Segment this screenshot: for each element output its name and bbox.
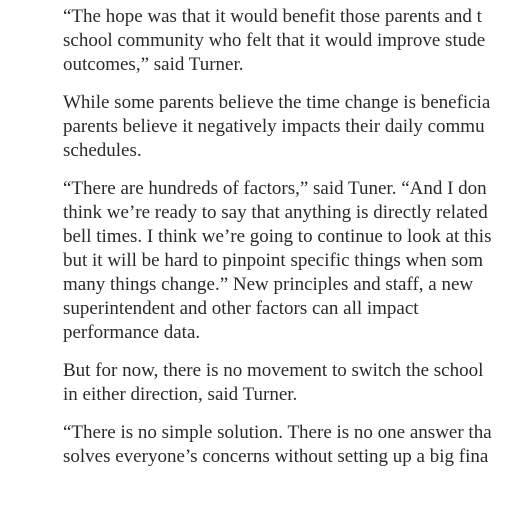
paragraph-2	[63, 91, 512, 163]
paragraph-line: schedules.	[63, 140, 142, 161]
paragraph-line: “There are hundreds of factors,” said Tuner. “And I don	[63, 178, 487, 199]
paragraph-line: “There is no simple solution. There is no one answer tha	[63, 422, 492, 443]
paragraph-line: think we’re ready to say that anything is directly related	[63, 202, 488, 223]
paragraph-line: many things change.” New principles and staff, a new	[63, 274, 474, 295]
paragraph-line: While some parents believe the time change is beneficia	[63, 92, 491, 113]
paragraph-line: performance data.	[63, 322, 201, 343]
paragraph-line: but it will be hard to pinpoint specific things when som	[63, 250, 484, 271]
paragraph-line: superintendent and other factors can all impact	[63, 298, 419, 319]
paragraph-3	[63, 177, 512, 345]
paragraph-5	[63, 421, 512, 469]
paragraph-line: “The hope was that it would benefit those parents and t	[63, 6, 482, 27]
article-body	[63, 0, 512, 483]
paragraph-line: solves everyone’s concerns without setting up a big fina	[63, 446, 489, 467]
paragraph-line: outcomes,” said Turner.	[63, 54, 244, 75]
paragraph-line: school community who felt that it would improve stude	[63, 30, 486, 51]
paragraph-1	[63, 5, 512, 77]
paragraph-line: But for now, there is no movement to switch the school	[63, 360, 484, 381]
paragraph-line: in either direction, said Turner.	[63, 384, 298, 405]
paragraph-line: bell times. I think we’re going to continue to look at this	[63, 226, 492, 247]
paragraph-4	[63, 359, 512, 407]
paragraph-line: parents believe it negatively impacts their daily commu	[63, 116, 485, 137]
